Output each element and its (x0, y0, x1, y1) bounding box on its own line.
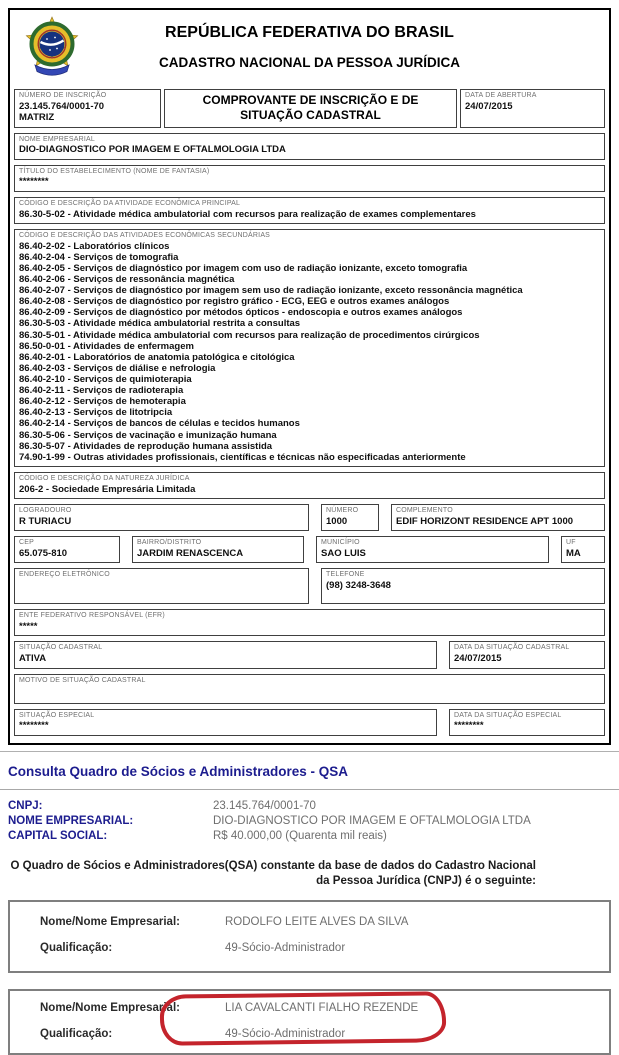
special-status-date-box (449, 709, 605, 736)
number-value: 1000 (326, 515, 348, 527)
partner-qualification-row (10, 1021, 609, 1047)
street-label: LOGRADOURO (19, 507, 72, 515)
partner-name-label: Nome/Nome Empresarial: (40, 1001, 180, 1014)
number-box (321, 504, 379, 531)
opening-date-box (460, 89, 605, 128)
partner-qualification-value: 49-Sócio-Administrador (225, 942, 346, 955)
secondary-activity-item: 74.90-1-99 - Outras atividades profissionais, científicas e técnicas não especificadas anteriormente (19, 451, 466, 463)
qsa-capital-label: CAPITAL SOCIAL: (8, 830, 108, 843)
partner-qualification-row (10, 935, 609, 961)
cnpj-title: CADASTRO NACIONAL DA PESSOA JURÍDICA (158, 55, 461, 70)
special-status-row (14, 709, 605, 736)
secondary-activity-item: 86.40-2-01 - Laboratórios de anatomia patológica e citológica (19, 351, 295, 363)
trade-name-value: ******** (19, 176, 49, 188)
status-value: ATIVA (19, 653, 47, 665)
secondary-activity-item: 86.40-2-12 - Serviços de hemoterapia (19, 396, 186, 408)
republic-title: REPÚBLICA FEDERATIVA DO BRASIL (165, 24, 454, 41)
municipality-value: SAO LUIS (321, 547, 366, 559)
phone-box (321, 568, 605, 604)
phone-label: TELEFONE (326, 571, 365, 579)
secondary-activity-item: 86.30-5-03 - Atividade médica ambulatorial restrita a consultas (19, 318, 301, 330)
qsa-intro (8, 859, 536, 890)
secondary-activity-item: 86.40-2-08 - Serviços de diagnóstico por registro gráfico - ECG, EEG e outros exames análogos (19, 296, 450, 308)
special-status-date-value: ******** (454, 720, 484, 732)
efr-label: ENTE FEDERATIVO RESPONSÁVEL (EFR) (19, 612, 165, 620)
partner-name-row (10, 909, 609, 935)
qsa-summary (8, 799, 611, 844)
partner-box-1 (8, 900, 611, 973)
partner-qualification-label: Qualificação: (40, 942, 113, 955)
partner-name-value: RODOLFO LEITE ALVES DA SILVA (225, 915, 409, 928)
number-label: NÚMERO (326, 507, 359, 515)
legal-nature-value: 206-2 - Sociedade Empresária Limitada (19, 483, 196, 495)
contact-row (14, 568, 605, 604)
qsa-company-value: DIO-DIAGNOSTICO POR IMAGEM E OFTALMOLOGIA LTDA (213, 815, 531, 828)
company-name-value: DIO-DIAGNOSTICO POR IMAGEM E OFTALMOLOGIA LTDA (19, 144, 286, 156)
address-row (14, 504, 605, 531)
partner-box-2 (8, 989, 611, 1055)
company-name-label: NOME EMPRESARIAL (19, 135, 95, 143)
inscription-number-label: NÚMERO DE INSCRIÇÃO (19, 92, 107, 99)
top-row (14, 89, 605, 128)
partner-name-label: Nome/Nome Empresarial: (40, 915, 180, 928)
street-box (14, 504, 309, 531)
secondary-activity-item: 86.40-2-03 - Serviços de diálise e nefrologia (19, 362, 216, 374)
special-status-box (14, 709, 437, 736)
email-label: ENDEREÇO ELETRÔNICO (19, 571, 110, 579)
partner-qualification-value: 49-Sócio-Administrador (225, 1028, 346, 1041)
inscription-number-value: 23.145.764/0001-70 (19, 100, 105, 112)
secondary-activities-list (19, 241, 600, 463)
secondary-activities-box (14, 229, 605, 467)
partner-qualification-label: Qualificação: (40, 1028, 113, 1041)
secondary-activity-item: 86.40-2-07 - Serviços de diagnóstico por imagem sem uso de radiação ionizante, exceto ressonância magnética (19, 285, 523, 297)
main-activity-label: CÓDIGO E DESCRIÇÃO DA ATIVIDADE ECONÔMICA PRINCIPAL (19, 199, 241, 207)
complement-box (391, 504, 605, 531)
secondary-activity-item: 86.30-5-01 - Atividade médica ambulatorial com recursos para realização de procedimentos cirúrgicos (19, 329, 480, 341)
street-value: R TURIACU (19, 515, 72, 527)
email-box (14, 568, 309, 604)
qsa-company-label: NOME EMPRESARIAL: (8, 815, 134, 828)
section-divider-top (0, 751, 619, 752)
certificate-header (14, 13, 605, 85)
secondary-activity-item: 86.40-2-11 - Serviços de radioterapia (19, 385, 184, 397)
main-activity-box (14, 197, 605, 224)
secondary-activity-item: 86.30-5-07 - Atividades de reprodução humana assistida (19, 440, 273, 452)
cep-value: 65.075-810 (19, 547, 68, 559)
special-status-label: SITUAÇÃO ESPECIAL (19, 711, 95, 719)
district-label: BAIRRO/DISTRITO (137, 539, 202, 547)
trade-name-label: TÍTULO DO ESTABELECIMENTO (NOME DE FANTASIA) (19, 167, 210, 175)
secondary-activity-item: 86.40-2-04 - Serviços de tomografia (19, 251, 179, 263)
legal-nature-box (14, 472, 605, 499)
district-box (132, 536, 304, 563)
cep-box (14, 536, 120, 563)
main-activity-value: 86.30-5-02 - Atividade médica ambulatorial com recursos para realização de exames complementares (19, 208, 476, 220)
legal-nature-label: CÓDIGO E DESCRIÇÃO DA NATUREZA JURÍDICA (19, 474, 190, 482)
qsa-heading-divider (0, 789, 619, 790)
document-title-box (164, 89, 457, 128)
partner-name-value: LIA CAVALCANTI FIALHO REZENDE (225, 1001, 419, 1014)
secondary-activity-item: 86.40-2-05 - Serviços de diagnóstico por imagem com uso de radiação ionizante, exceto tomografia (19, 262, 468, 274)
secondary-activity-item: 86.40-2-14 - Serviços de bancos de células e tecidos humanos (19, 418, 300, 430)
inscription-type-value: MATRIZ (19, 112, 55, 124)
inscription-number-box (14, 89, 161, 128)
qsa-heading: Consulta Quadro de Sócios e Administradores - QSA (8, 763, 349, 779)
opening-date-value: 24/07/2015 (465, 100, 513, 112)
qsa-intro-line2: da Pessoa Jurídica (CNPJ) é o seguinte: (316, 875, 536, 888)
partner-name-row (10, 995, 609, 1021)
district-value: JARDIM RENASCENCA (137, 547, 244, 559)
cep-label: CEP (19, 539, 34, 547)
status-date-label: DATA DA SITUAÇÃO CADASTRAL (454, 644, 570, 652)
state-value: MA (566, 547, 581, 559)
qsa-capital-value: R$ 40.000,00 (Quarenta mil reais) (213, 830, 387, 843)
complement-label: COMPLEMENTO (396, 507, 453, 515)
qsa-intro-line1: O Quadro de Sócios e Administradores(QSA) constante da base de dados do Cadastro Nacional (10, 859, 536, 872)
secondary-activity-item: 86.40-2-09 - Serviços de diagnóstico por métodos ópticos - endoscopia e outros exames análogos (19, 307, 463, 319)
secondary-activity-item: 86.40-2-13 - Serviços de litotripcia (19, 407, 173, 419)
complement-value: EDIF HORIZONT RESIDENCE APT 1000 (396, 515, 574, 527)
secondary-activity-item: 86.40-2-10 - Serviços de quimioterapia (19, 374, 192, 386)
status-date-value: 24/07/2015 (454, 653, 502, 665)
efr-box (14, 609, 605, 636)
special-status-date-label: DATA DA SITUAÇÃO ESPECIAL (454, 711, 562, 719)
municipality-label: MUNICÍPIO (321, 539, 360, 547)
status-box (14, 641, 437, 668)
secondary-activity-item: 86.40-2-02 - Laboratórios clínicos (19, 240, 170, 252)
qsa-cnpj-value: 23.145.764/0001-70 (213, 799, 316, 812)
document-title: COMPROVANTE DE INSCRIÇÃO E DE SITUAÇÃO CADASTRAL (202, 92, 419, 123)
state-label: UF (566, 539, 576, 547)
certificate-titles (14, 13, 605, 70)
city-row (14, 536, 605, 563)
secondary-activity-item: 86.40-2-06 - Serviços de ressonância magnética (19, 274, 235, 286)
special-status-value: ******** (19, 720, 49, 732)
secondary-activity-item: 86.50-0-01 - Atividades de enfermagem (19, 340, 194, 352)
company-name-box (14, 133, 605, 160)
status-row (14, 641, 605, 668)
secondary-activities-label: CÓDIGO E DESCRIÇÃO DAS ATIVIDADES ECONÔMICAS SECUNDÁRIAS (19, 231, 271, 239)
qsa-cnpj-label: CNPJ: (8, 799, 43, 812)
status-reason-label: MOTIVO DE SITUAÇÃO CADASTRAL (19, 676, 146, 684)
municipality-box (316, 536, 549, 563)
secondary-activity-item: 86.30-5-06 - Serviços de vacinação e imunização humana (19, 429, 277, 441)
cnpj-certificate (8, 8, 611, 745)
efr-value: ***** (19, 621, 38, 633)
status-label: SITUAÇÃO CADASTRAL (19, 644, 103, 652)
status-reason-box (14, 674, 605, 704)
status-date-box (449, 641, 605, 668)
phone-value: (98) 3248-3648 (326, 580, 391, 592)
opening-date-label: DATA DE ABERTURA (465, 92, 537, 99)
state-box (561, 536, 605, 563)
brazil-coat-of-arms-icon (22, 16, 82, 80)
trade-name-box (14, 165, 605, 192)
